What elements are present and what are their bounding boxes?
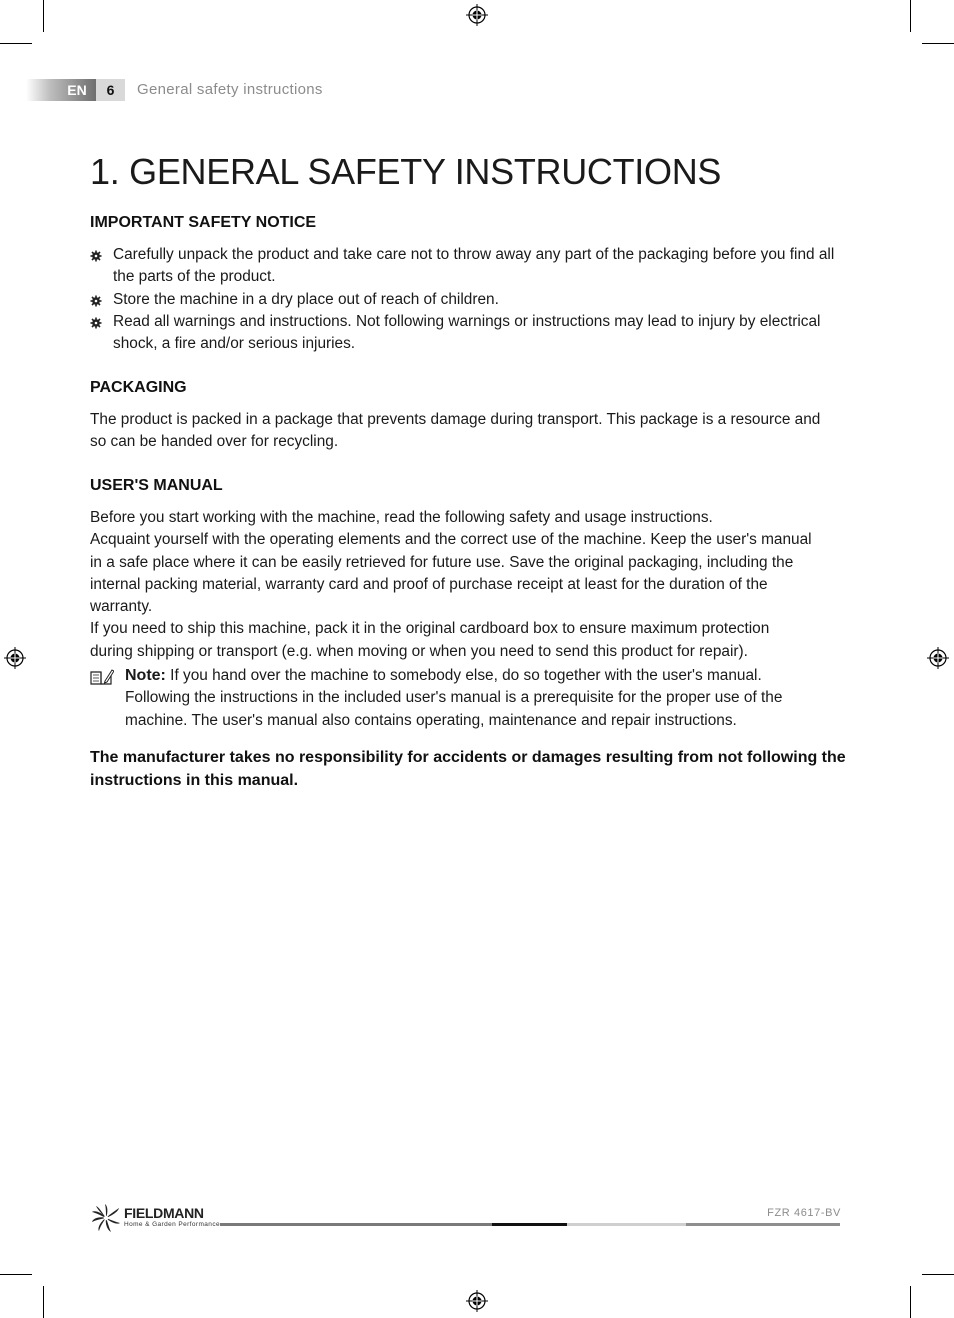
crop-mark xyxy=(910,1286,911,1318)
section-heading-users-manual: USER'S MANUAL xyxy=(90,477,223,494)
note-text xyxy=(125,665,830,732)
users-manual-body xyxy=(90,507,815,663)
brand-tagline: Home & Garden Performance xyxy=(124,1221,220,1228)
brand-logo xyxy=(90,1202,220,1234)
open-book-icon xyxy=(90,669,114,685)
packaging-text: The product is packed in a package that prevents damage during transport. This package is a resource and so can be handed over for recycling. xyxy=(90,411,821,451)
registration-mark-icon xyxy=(4,647,26,669)
page-title: 1. GENERAL SAFETY INSTRUCTIONS xyxy=(90,151,722,192)
footer-rule xyxy=(686,1223,840,1226)
crop-mark xyxy=(0,43,32,44)
gear-bullet-icon xyxy=(90,250,102,262)
section-heading-important-notice: IMPORTANT SAFETY NOTICE xyxy=(90,214,317,231)
footer-rule xyxy=(567,1223,686,1226)
registration-mark-icon xyxy=(466,4,488,26)
crop-mark xyxy=(43,1286,44,1318)
note-body: If you hand over the machine to somebody else, do so together with the user's manual. Following the instructions in the included user's manual is a prerequisite for the proper use of the machine. The user's manual also contains operating, maintenance and repair instructions. xyxy=(125,667,783,729)
paragraph: Acquaint yourself with the operating elements and the correct use of the machine. Keep the user's manual in a safe place where it can be easily retrieved for future use. Save the original packaging, including the internal packing material, warranty card and proof of purchase receipt at least for the duration of the warranty. xyxy=(90,531,812,616)
list-item xyxy=(90,311,850,356)
model-number: FZR 4617-BV xyxy=(767,1207,841,1219)
paragraph: If you need to ship this machine, pack it in the original cardboard box to ensure maximum protection during shipping or transport (e.g. when moving or when you need to send this product for repair). xyxy=(90,620,770,660)
note-box xyxy=(90,665,830,732)
list-item-text: Read all warnings and instructions. Not following warnings or instructions may lead to injury by electrical shock, a fire and/or serious injuries. xyxy=(113,312,821,353)
list-item xyxy=(90,244,850,289)
gear-bullet-icon xyxy=(90,317,102,329)
registration-mark-icon xyxy=(466,1290,488,1312)
list-item-text: Store the machine in a dry place out of reach of children. xyxy=(113,290,499,308)
fan-logo-icon xyxy=(90,1202,122,1234)
list-item-text: Carefully unpack the product and take care not to throw away any part of the packaging before you find all the parts of the product. xyxy=(113,246,835,286)
list-item xyxy=(90,289,850,311)
safety-notice-list xyxy=(90,244,850,355)
footer-rule xyxy=(220,1223,492,1226)
crop-mark xyxy=(910,0,911,32)
crop-mark xyxy=(922,1274,954,1275)
footer-rule xyxy=(492,1223,567,1226)
note-label: Note: xyxy=(125,667,166,684)
section-heading-packaging: PACKAGING xyxy=(90,379,187,396)
language-label: EN xyxy=(67,82,87,98)
page-number: 6 xyxy=(96,79,125,101)
crop-mark xyxy=(43,0,44,32)
brand-name: FIELDMANN xyxy=(124,1205,204,1221)
paragraph: Before you start working with the machine, read the following safety and usage instructions. xyxy=(90,509,713,526)
gear-bullet-icon xyxy=(90,295,102,307)
registration-mark-icon xyxy=(927,647,949,669)
crop-mark xyxy=(0,1274,32,1275)
running-header-title: General safety instructions xyxy=(137,81,323,98)
manufacturer-disclaimer: The manufacturer takes no responsibility for accidents or damages resulting from not following the instructions in this manual. xyxy=(90,749,846,789)
crop-mark xyxy=(922,43,954,44)
